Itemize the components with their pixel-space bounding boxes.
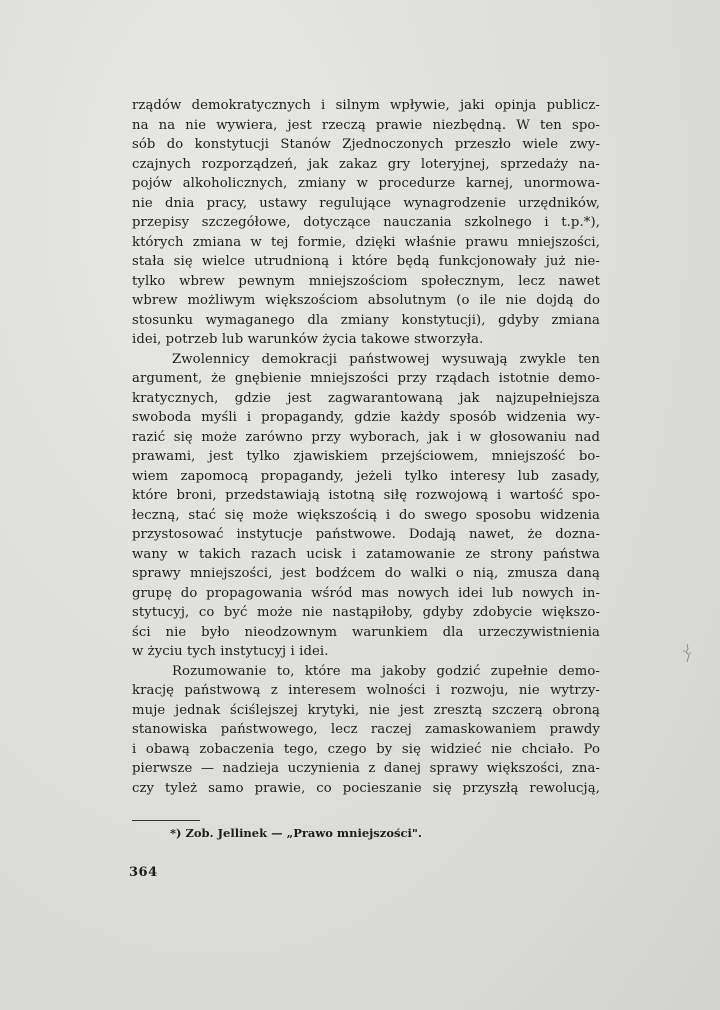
footnote: *) Zob. Jellinek — „Prawo mniejszości". xyxy=(170,826,422,840)
text-line: swoboda myśli i propagandy, gdzie każdy sposób widzenia wy- xyxy=(132,410,600,425)
paragraph-start-line: Zwolennicy demokracji państwowej wysuwają zwykle ten xyxy=(172,351,600,367)
text-line: muje jednak ściślejszej krytyki, nie jest zresztą szczerą obroną xyxy=(132,702,600,718)
scan-speck-icon xyxy=(681,643,693,663)
text-line: i obawą zobaczenia tego, czego by się widzieć nie chciało. Po xyxy=(132,741,600,757)
text-line: wany w takich razach ucisk i zatamowanie ze strony państwa xyxy=(132,546,600,562)
text-line: sób do konstytucji Stanów Zjednoczonych przeszło wiele zwy- xyxy=(132,137,600,152)
text-line: stanowiska państwowego, lecz raczej zamaskowaniem prawdy xyxy=(132,722,600,737)
text-line: wbrew możliwym większościom absolutnym (o ile nie dojdą do xyxy=(132,293,600,308)
text-line: które broni, przedstawiają istotną siłę rozwojową i wartość spo- xyxy=(132,488,600,503)
paragraph-end-line: w życiu tych instytucyj i idei. xyxy=(132,644,329,659)
text-line: kratycznych, gdzie jest zagwarantowaną jak najzupełniejsza xyxy=(132,390,600,406)
footnote-divider xyxy=(132,820,200,821)
text-line: pojów alkoholicznych, zmiany w procedurze karnej, unormowa- xyxy=(132,176,600,191)
text-line: rządów demokratycznych i silnym wpływie, jaki opinja publicz- xyxy=(132,98,600,113)
text-line: sprawy mniejszości, jest bodźcem do walki o nią, zmusza daną xyxy=(132,566,600,581)
text-line: czy tyleż samo prawie, co pocieszanie się przyszłą rewolucją, xyxy=(132,780,600,796)
page-number: 364 xyxy=(129,865,158,880)
text-line: wiem zapomocą propagandy, jeżeli tylko interesy lub zasady, xyxy=(132,468,600,484)
text-line: których zmiana w tej formie, dzięki właśnie prawu mniejszości, xyxy=(132,234,600,250)
text-line: tylko wbrew pewnym mniejszościom społecznym, lecz nawet xyxy=(132,273,600,289)
text-line: ści nie było nieodzownym warunkiem dla urzeczywistnienia xyxy=(132,624,600,640)
text-line: przepisy szczegółowe, dotyczące nauczania szkolnego i t.p.*), xyxy=(132,215,600,230)
text-line: przystosować instytucje państwowe. Dodają nawet, że dozna- xyxy=(132,527,600,542)
text-line: czajnych rozporządzeń, jak zakaz gry loteryjnej, sprzedaży na- xyxy=(132,156,600,172)
text-line: grupę do propagowania wśród mas nowych idei lub nowych in- xyxy=(132,585,600,601)
text-line: pierwsze — nadzieja uczynienia z danej sprawy większości, zna- xyxy=(132,761,600,776)
text-line: prawami, jest tylko zjawiskiem przejściowem, mniejszość bo- xyxy=(132,449,600,464)
paragraph-end-line: idei, potrzeb lub warunków życia takowe stworzyła. xyxy=(132,332,484,347)
text-line: nie dnia pracy, ustawy regulujące wynagrodzenie urzędników, xyxy=(132,195,600,211)
text-line: na na nie wywiera, jest rzeczą prawie niezbędną. W ten spo- xyxy=(132,117,600,133)
paragraph-start-line: Rozumowanie to, które ma jakoby godzić zupełnie demo- xyxy=(172,663,600,679)
text-line: stytucyj, co być może nie nastąpiłoby, gdyby zdobycie większo- xyxy=(132,605,600,620)
text-line: krację państwową z interesem wolności i rozwoju, nie wytrzy- xyxy=(132,683,600,698)
text-line: argument, że gnębienie mniejszości przy rządach istotnie demo- xyxy=(132,371,600,386)
text-line: razić się może zarówno przy wyborach, jak i w głosowaniu nad xyxy=(132,429,600,445)
body-text xyxy=(132,96,600,798)
text-line: stała się wielce utrudnioną i które będą funkcjonowały już nie- xyxy=(132,254,600,269)
text-line: łeczną, stać się może większością i do swego sposobu widzenia xyxy=(132,507,600,523)
text-line: stosunku wymaganego dla zmiany konstytucji), gdyby zmiana xyxy=(132,312,600,328)
